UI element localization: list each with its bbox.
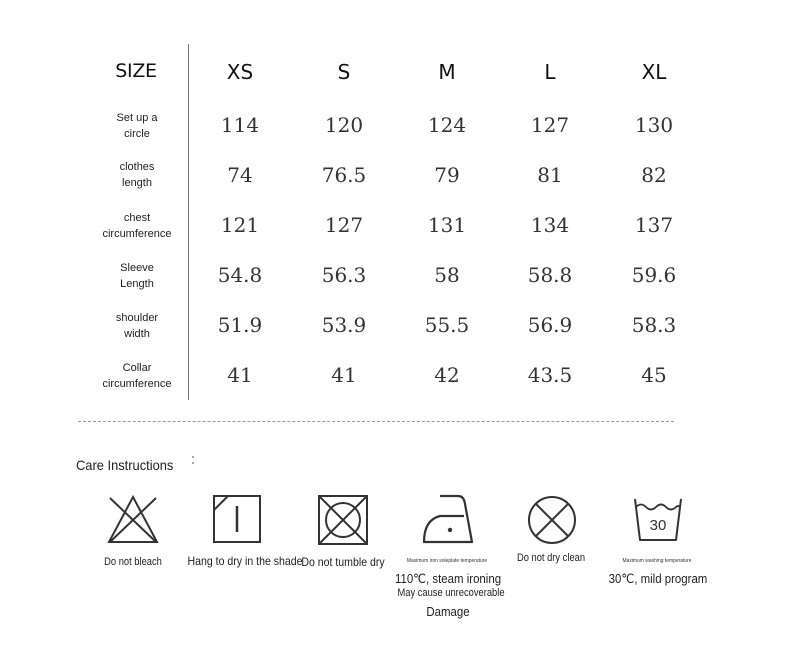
do-not-bleach-icon: [106, 494, 160, 546]
care-label: Do not tumble dry: [301, 555, 385, 569]
table-cell: 76.5: [321, 163, 367, 187]
do-not-tumble-dry-icon: [317, 494, 369, 546]
table-cell: 120: [324, 113, 364, 137]
column-divider: [188, 44, 189, 400]
table-cell: 121: [220, 213, 260, 237]
table-cell: 41: [331, 363, 357, 387]
section-divider: [78, 421, 674, 422]
table-cell: 45: [641, 363, 667, 387]
table-cell: 79: [434, 163, 460, 187]
table-cell: 127: [324, 213, 364, 237]
care-note: May cause unrecoverable: [397, 587, 505, 599]
table-cell: 81: [537, 163, 563, 187]
size-column-title: SIZE: [115, 60, 157, 82]
care-title: Care Instructions: [76, 457, 174, 473]
table-cell: 131: [427, 213, 467, 237]
table-cell: 58.8: [527, 263, 573, 287]
wash-temperature: 30: [649, 517, 667, 534]
care-label: Do not dry clean: [516, 552, 586, 564]
table-cell: 51.9: [217, 313, 263, 337]
care-label: 110℃, steam ironing: [394, 571, 502, 586]
table-cell: 82: [641, 163, 667, 187]
dry-in-shade-icon: [212, 494, 262, 544]
iron-icon: [420, 492, 476, 546]
care-label: Do not bleach: [104, 556, 162, 568]
care-note-damage: Damage: [426, 604, 470, 619]
table-cell: 137: [634, 213, 674, 237]
table-cell: 114: [220, 113, 260, 137]
care-caption: Maximum iron soleplate temperature: [406, 558, 488, 564]
size-header-xl: XL: [641, 60, 667, 84]
table-cell: 54.8: [217, 263, 263, 287]
row-label-shoulder: shoulder width: [115, 312, 159, 340]
table-cell: 59.6: [631, 263, 677, 287]
table-cell: 56.9: [527, 313, 573, 337]
row-label-chest: chest circumference: [102, 212, 172, 240]
row-label-sleeve: Sleeve Length: [120, 262, 154, 290]
size-header-l: L: [544, 60, 556, 84]
row-label-collar: Collar circumference: [102, 362, 172, 390]
table-cell: 55.5: [424, 313, 470, 337]
table-cell: 134: [530, 213, 570, 237]
table-cell: 130: [634, 113, 674, 137]
care-label: Hang to dry in the shade: [187, 554, 303, 568]
table-cell: 58: [434, 263, 460, 287]
care-label: 30℃, mild program: [608, 571, 708, 586]
size-header-xs: XS: [226, 60, 254, 84]
table-cell: 58.3: [631, 313, 677, 337]
size-header-m: M: [438, 60, 456, 84]
table-cell: 53.9: [321, 313, 367, 337]
care-caption: Maximum washing temperature: [622, 558, 692, 564]
table-cell: 56.3: [321, 263, 367, 287]
table-cell: 74: [227, 163, 253, 187]
table-cell: 42: [434, 363, 460, 387]
table-cell: 41: [227, 363, 253, 387]
wash-30-icon: [632, 496, 684, 544]
row-label-clothes-length: clothes length: [119, 161, 155, 189]
row-label-circle: Set up a circle: [116, 112, 158, 140]
table-cell: 43.5: [527, 363, 573, 387]
size-header-s: S: [337, 60, 351, 84]
table-cell: 127: [530, 113, 570, 137]
table-cell: 124: [427, 113, 467, 137]
dots-decoration: [192, 456, 195, 468]
do-not-dry-clean-icon: [526, 494, 578, 546]
